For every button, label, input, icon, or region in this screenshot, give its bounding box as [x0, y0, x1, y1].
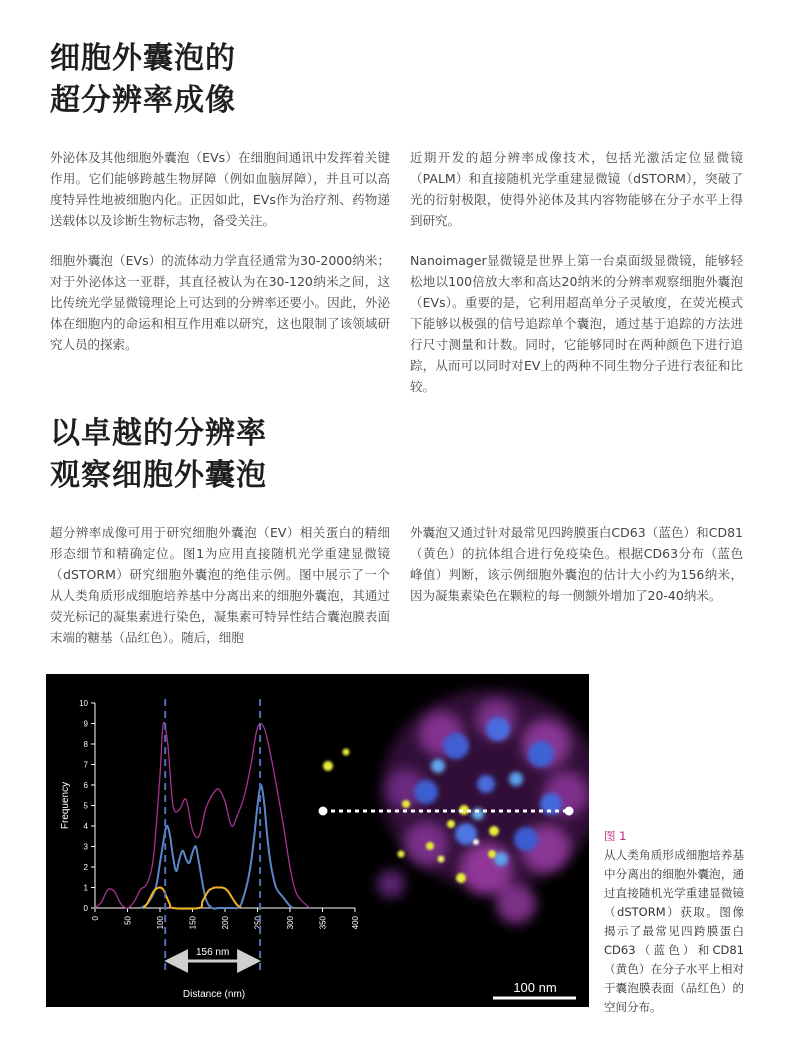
intro-paragraph-4: Nanoimager显微镜是世界上第一台桌面级显微镜，能够轻松地以100倍放大率和高达20纳米的分辨率观察细胞外囊泡（EVs）。重要的是，它利用超高单分子灵敏度，在荧光模式下能够以极强的信号追踪单个囊泡，通过基于追踪的方法进行尺寸测量和计数。同时，它能够同时在两种颜色下进行追踪，从而可以同时对EV上的两种不同生物分子进行表征和比较。 [410, 253, 743, 394]
section-title-line1: 细胞外囊泡的 [50, 41, 236, 76]
x-axis-label: Distance (nm) [182, 989, 246, 1000]
section-title-line1: 以卓越的分辨率 [50, 416, 267, 451]
intro-paragraph-3: 近期开发的超分辨率成像技术，包括光激活定位显微镜（PALM）和直接随机光学重建显微镜（dSTORM），突破了光的衍射极限，使得外泌体及其内容物能够在分子水平上得到研究。 [410, 150, 743, 228]
figure-1-caption [604, 827, 744, 1017]
y-tick-label: 0 [83, 904, 88, 913]
x-tick-label: 300 [286, 916, 295, 930]
body-paragraph-left: 超分辨率成像可用于研究细胞外囊泡（EV）相关蛋白的精细形态细节和精确定位。图1为应用直接随机光学重建显微镜（dSTORM）研究细胞外囊泡的绝佳示例。图中展示了一个从人类角质形成细胞培养基中分离出来的细胞外囊泡，其通过荧光标记的凝集素进行染色，凝集素可特异性结合囊泡膜表面末端的糖基（品红色）。随后，细胞 [50, 525, 390, 645]
intro-paragraph-2: 细胞外囊泡（EVs）的流体动力学直径通常为30-2000纳米；对于外泌体这一亚群，其直径被认为在30-120纳米之间，这比传统光学显微镜理论上可达到的分辨率还要小。因此，外泌体在细胞内的命运和相互作用难以研究，这也限制了该领域研究人员的探索。 [50, 253, 390, 352]
y-axis-label: Frequency [60, 781, 71, 830]
section-title-resolution [50, 413, 267, 497]
y-tick-label: 9 [83, 719, 88, 729]
x-tick-label: 50 [123, 916, 133, 925]
frequency-chart [60, 699, 360, 1000]
y-tick-label: 2 [83, 863, 88, 872]
x-tick-label: 0 [91, 916, 100, 921]
profile-line-start [319, 807, 328, 816]
y-tick-label: 7 [83, 760, 88, 770]
y-tick-label: 6 [83, 781, 88, 790]
intro-paragraph-1: 外泌体及其他细胞外囊泡（EVs）在细胞间通讯中发挥着关键作用。它们能够跨越生物屏障（例如血脑屏障），并且可以高度特异性地被细胞内化。正因如此，EVs作为治疗剂、药物递送载体以及诊断生物标志物，备受关注。 [50, 150, 390, 228]
section-title-line2: 超分辨率成像 [50, 83, 236, 118]
y-tick-label: 10 [79, 699, 88, 708]
vesicle-microscopy-image [323, 689, 589, 924]
figure-1-graphic [46, 674, 589, 1007]
y-tick-label: 8 [83, 740, 88, 749]
body-paragraph-right: 外囊泡又通过针对最常见四跨膜蛋白CD63（蓝色）和CD81（黄色）的抗体组合进行免疫染色。根据CD63分布（蓝色峰值）判断，该示例细胞外囊泡的估计大小约为156纳米，因为凝集素染色在颗粒的每一侧额外增加了20-40纳米。 [410, 525, 743, 603]
profile-line-end [565, 807, 574, 816]
y-tick-label: 5 [83, 801, 88, 811]
x-tick-label: 200 [221, 916, 230, 930]
caption-text: 从人类角质形成细胞培养基中分离出的细胞外囊泡，通过直接随机光学重建显微镜（dSTORM）获取。图像揭示了最常见四跨膜蛋白CD63（蓝色）和CD81（黄色）在分子水平上相对于囊泡膜表面（品红色）的空间分布。 [604, 848, 744, 1014]
y-tick-label: 4 [83, 822, 88, 831]
y-tick-label: 3 [83, 842, 88, 852]
distance-label: 156 nm [195, 947, 230, 958]
x-tick-label: 150 [188, 916, 198, 930]
x-tick-label: 350 [318, 916, 328, 930]
scale-bar-label: 100 nm [513, 980, 557, 995]
y-tick-label: 1 [83, 883, 88, 893]
section-title-super-resolution [50, 38, 236, 122]
x-tick-label: 100 [156, 916, 165, 930]
cd81-profile-line [144, 887, 242, 908]
section-title-line2: 观察细胞外囊泡 [50, 458, 267, 493]
caption-label: 图 1 [604, 829, 627, 843]
x-tick-label: 400 [351, 916, 360, 930]
figure-1-panel [46, 674, 589, 1007]
x-tick-label: 250 [253, 916, 263, 930]
